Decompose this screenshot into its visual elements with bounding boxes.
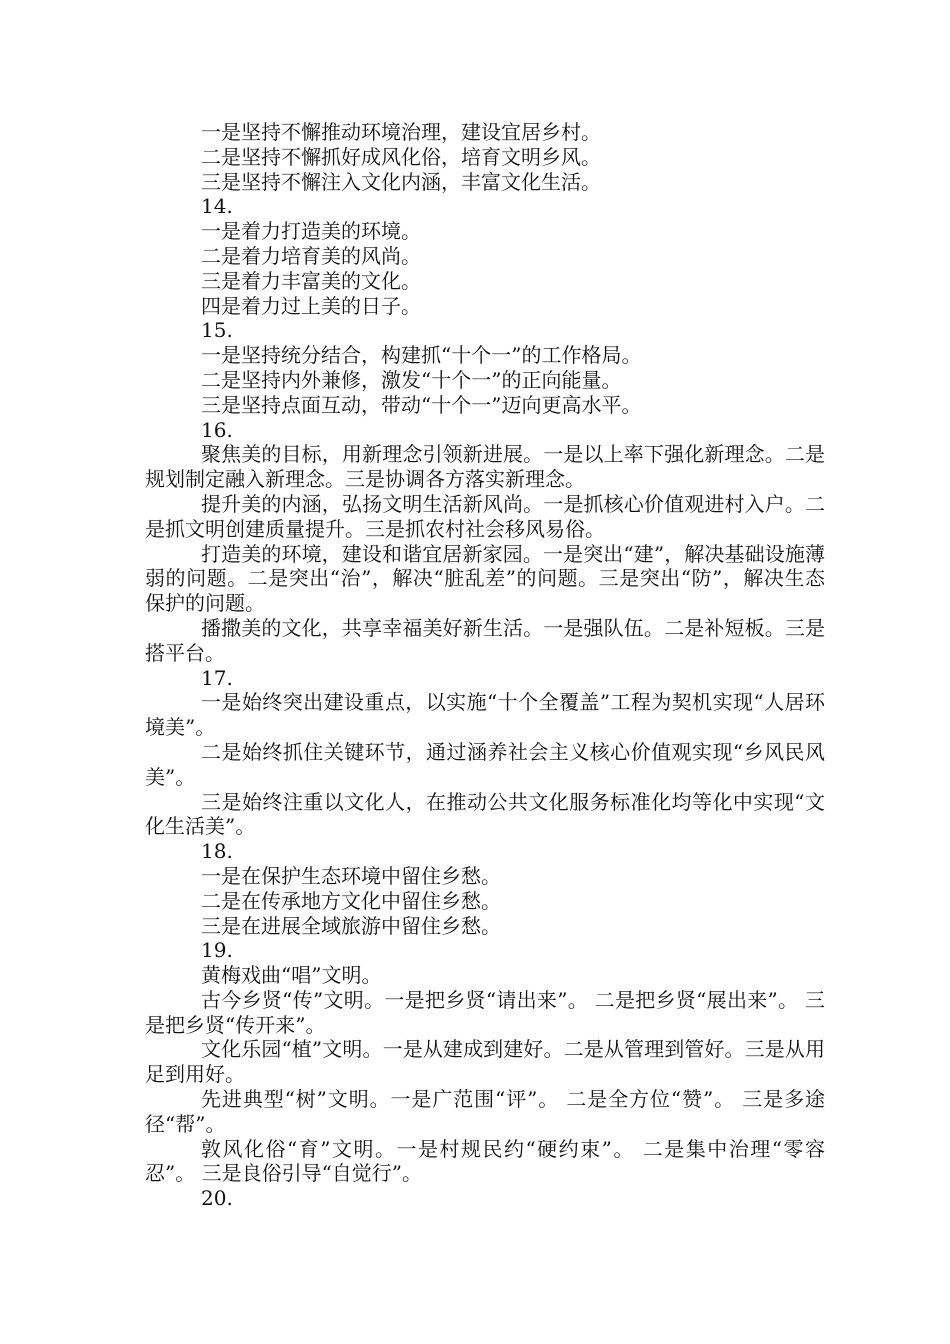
- section-number: 20.: [201, 1186, 233, 1211]
- paragraph: 一是着力打造美的环境。: [201, 219, 421, 244]
- section-number: 17.: [201, 665, 233, 690]
- paragraph: 三是坚持不懈注入文化内涵，丰富文化生活。: [201, 169, 601, 194]
- section-number: 18.: [201, 839, 233, 864]
- paragraph: 打造美的环境，建设和谐宜居新家园。一是突出“建”，解决基础设施薄弱的问题。二是突出“治”，解决“脏乱差”的问题。三是突出“防”，解决生态保护的问题。: [145, 541, 825, 616]
- paragraph: 三是始终注重以文化人，在推动公共文化服务标准化均等化中实现“文化生活美”。: [145, 789, 825, 839]
- paragraph: 古今乡贤“传”文明。一是把乡贤“请出来”。 二是把乡贤“展出来”。 三是把乡贤“传开来”。: [145, 987, 825, 1037]
- paragraph: 一是始终突出建设重点，以实施“十个全覆盖”工程为契机实现“人居环境美”。: [145, 690, 825, 740]
- paragraph: 二是在传承地方文化中留住乡愁。: [201, 888, 501, 913]
- paragraph: 三是着力丰富美的文化。: [201, 268, 421, 293]
- document-page: [145, 120, 825, 1211]
- paragraph: 四是着力过上美的日子。: [201, 293, 421, 318]
- paragraph: 二是着力培育美的风尚。: [201, 243, 421, 268]
- paragraph: 二是坚持内外兼修，激发“十个一”的正向能量。: [201, 367, 622, 392]
- paragraph: 聚焦美的目标，用新理念引领新进展。一是以上率下强化新理念。二是规划制定融入新理念。三是协调各方落实新理念。: [145, 442, 825, 492]
- section-number: 14.: [201, 194, 233, 219]
- section-number: 15.: [201, 318, 233, 343]
- paragraph: 二是坚持不懈抓好成风化俗，培育文明乡风。: [201, 144, 601, 169]
- paragraph: 敦风化俗“育”文明。一是村规民约“硬约束”。 二是集中治理“零容忍”。 三是良俗引导“自觉行”。: [145, 1136, 825, 1186]
- paragraph: 三是坚持点面互动，带动“十个一”迈向更高水平。: [201, 392, 642, 417]
- section-number: 19.: [201, 938, 233, 963]
- paragraph: 二是始终抓住关键环节，通过涵养社会主义核心价值观实现“乡风民风美”。: [145, 739, 825, 789]
- paragraph: 播撒美的文化，共享幸福美好新生活。一是强队伍。二是补短板。三是搭平台。: [145, 615, 825, 665]
- paragraph: 一是坚持不懈推动环境治理，建设宜居乡村。: [201, 120, 601, 144]
- paragraph: 先进典型“树”文明。一是广范围“评”。 二是全方位“赞”。 三是多途径“帮”。: [145, 1087, 825, 1136]
- paragraph: 黄梅戏曲“唱”文明。: [201, 963, 382, 988]
- paragraph: 一是在保护生态环境中留住乡愁。: [201, 863, 501, 888]
- paragraph: 一是坚持统分结合，构建抓“十个一”的工作格局。: [201, 343, 642, 368]
- paragraph: 三是在进展全域旅游中留住乡愁。: [201, 913, 501, 938]
- section-number: 16.: [201, 417, 233, 442]
- paragraph: 文化乐园“植”文明。一是从建成到建好。二是从管理到管好。三是从用足到用好。: [145, 1037, 825, 1087]
- paragraph: 提升美的内涵，弘扬文明生活新风尚。一是抓核心价值观进村入户。二是抓文明创建质量提升。三是抓农村社会移风易俗。: [145, 491, 825, 541]
